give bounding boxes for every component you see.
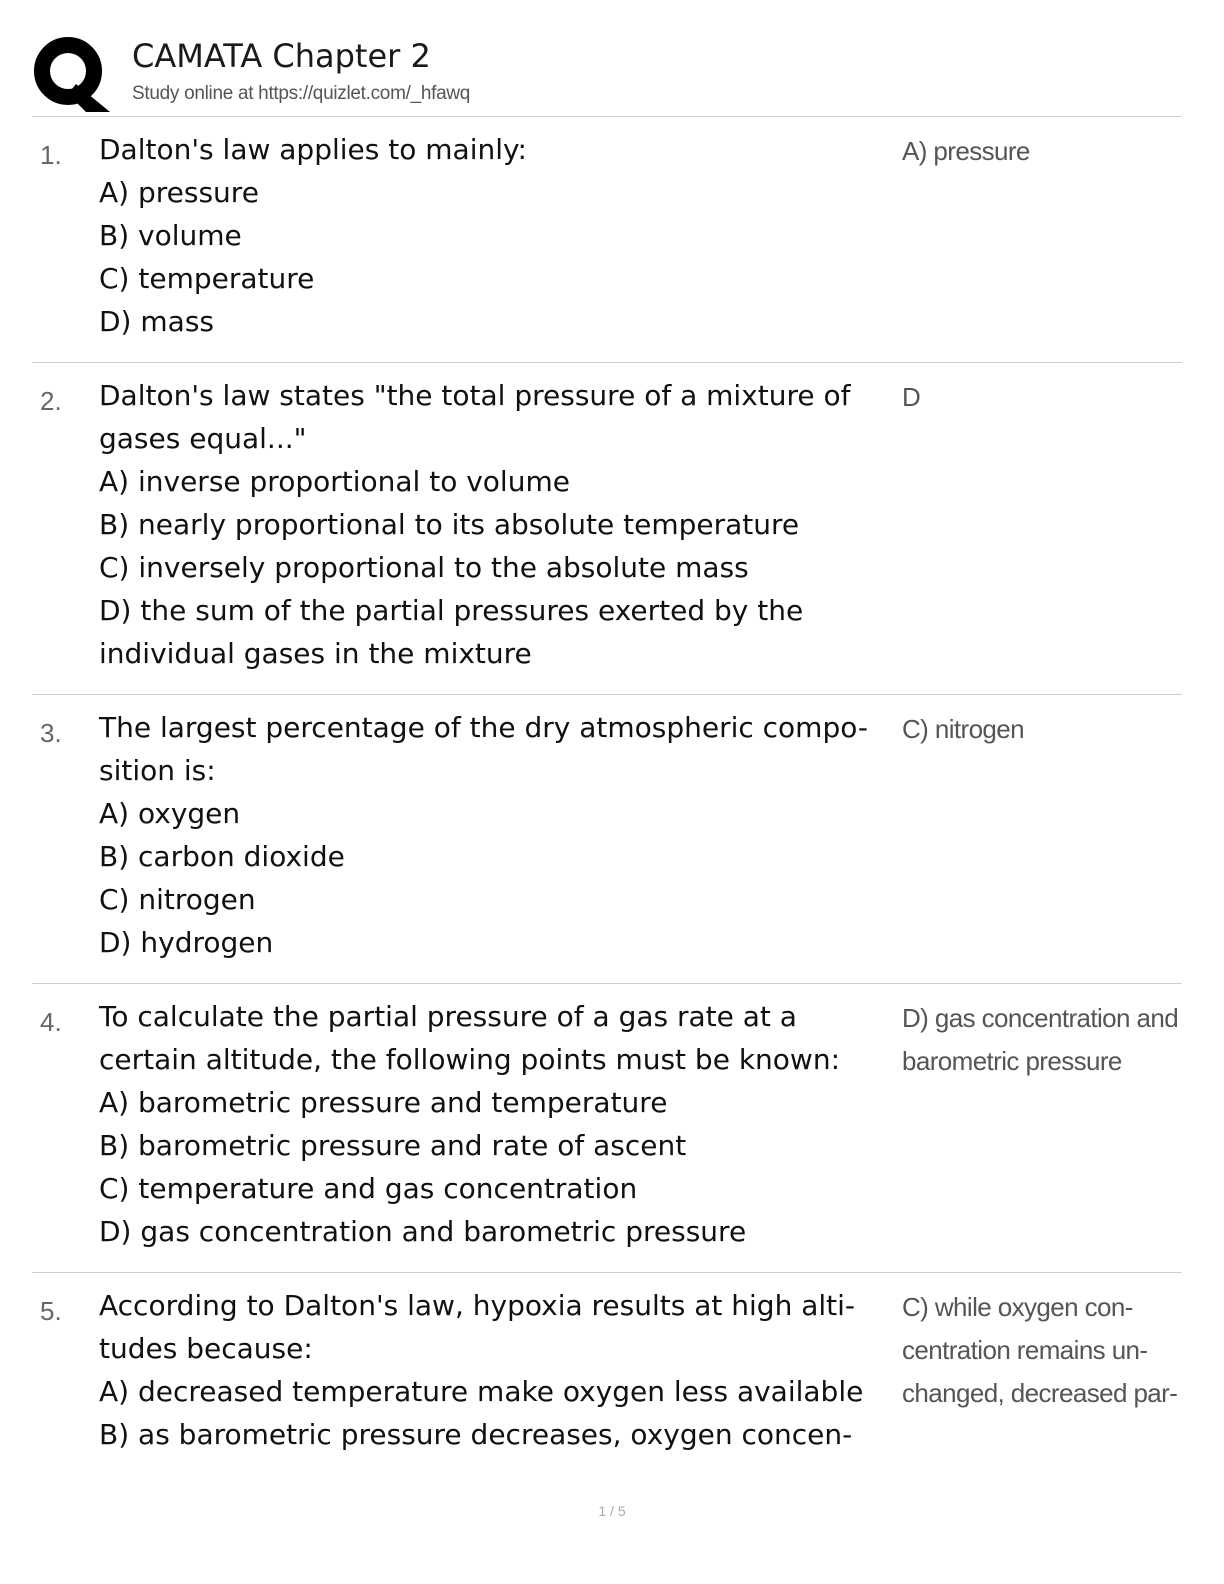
card-number: 1.: [40, 140, 62, 170]
question-line: A) oxygen: [99, 797, 241, 830]
card-answer: [902, 130, 1182, 173]
card-number: 5.: [40, 1296, 62, 1326]
question-line: B) nearly proportional to its absolute temperature: [99, 508, 800, 541]
question-line: A) inverse proportional to volume: [99, 465, 570, 498]
question-line: sition is:: [99, 754, 216, 787]
flashcard: [32, 1273, 1182, 1473]
question-line: C) inversely proportional to the absolute mass: [99, 551, 749, 584]
question-line: To calculate the partial pressure of a gas rate at a: [99, 1000, 797, 1033]
card-number: 2.: [40, 386, 62, 416]
card-answer: [902, 1286, 1182, 1415]
question-line: certain altitude, the following points must be known:: [99, 1043, 841, 1076]
question-line: C) temperature and gas concentration: [99, 1172, 638, 1205]
question-line: individual gases in the mixture: [99, 637, 532, 670]
question-line: D) hydrogen: [99, 926, 274, 959]
answer-line: C) nitrogen: [902, 714, 1025, 744]
question-line: Dalton's law states "the total pressure of a mixture of: [99, 379, 851, 412]
question-line: D) the sum of the partial pressures exerted by the: [99, 594, 804, 627]
flashcard: [32, 695, 1182, 984]
question-line: D) gas concentration and barometric pressure: [99, 1215, 747, 1248]
card-question: [99, 1284, 899, 1456]
answer-line: centration remains un-: [902, 1335, 1148, 1365]
page-header: [32, 28, 1182, 116]
question-line: D) mass: [99, 305, 214, 338]
card-question: [99, 374, 899, 675]
question-line: A) decreased temperature make oxygen less available: [99, 1375, 864, 1408]
flashcard: [32, 984, 1182, 1273]
answer-line: barometric pressure: [902, 1046, 1122, 1076]
question-line: Dalton's law applies to mainly:: [99, 133, 527, 166]
question-line: B) barometric pressure and rate of ascent: [99, 1129, 687, 1162]
question-line: tudes because:: [99, 1332, 313, 1365]
card-answer: [902, 708, 1182, 751]
card-question: [99, 995, 899, 1253]
answer-line: A) pressure: [902, 136, 1030, 166]
answer-line: changed, decreased par-: [902, 1378, 1178, 1408]
flashcard: [32, 117, 1182, 363]
question-line: B) carbon dioxide: [99, 840, 345, 873]
answer-line: C) while oxygen con-: [902, 1292, 1133, 1322]
question-line: gases equal...": [99, 422, 307, 455]
question-line: The largest percentage of the dry atmospheric compo-: [99, 711, 868, 744]
question-line: A) pressure: [99, 176, 259, 209]
question-line: B) as barometric pressure decreases, oxygen concen-: [99, 1418, 853, 1451]
question-line: C) temperature: [99, 262, 315, 295]
quizlet-q-logo-icon: [32, 34, 110, 112]
page-title: CAMATA Chapter 2: [132, 37, 431, 75]
card-number: 4.: [40, 1007, 62, 1037]
card-answer: [902, 997, 1182, 1083]
question-line: C) nitrogen: [99, 883, 256, 916]
question-line: A) barometric pressure and temperature: [99, 1086, 668, 1119]
card-answer: [902, 376, 1182, 419]
card-question: [99, 128, 899, 343]
card-number: 3.: [40, 718, 62, 748]
answer-line: D: [902, 382, 921, 412]
flashcard: [32, 363, 1182, 695]
study-online-link[interactable]: Study online at https://quizlet.com/_hfawq: [132, 83, 471, 104]
answer-line: D) gas concentration and: [902, 1003, 1179, 1033]
question-line: According to Dalton's law, hypoxia results at high alti-: [99, 1289, 856, 1322]
card-question: [99, 706, 899, 964]
question-line: B) volume: [99, 219, 242, 252]
page-number: 1 / 5: [598, 1503, 626, 1519]
